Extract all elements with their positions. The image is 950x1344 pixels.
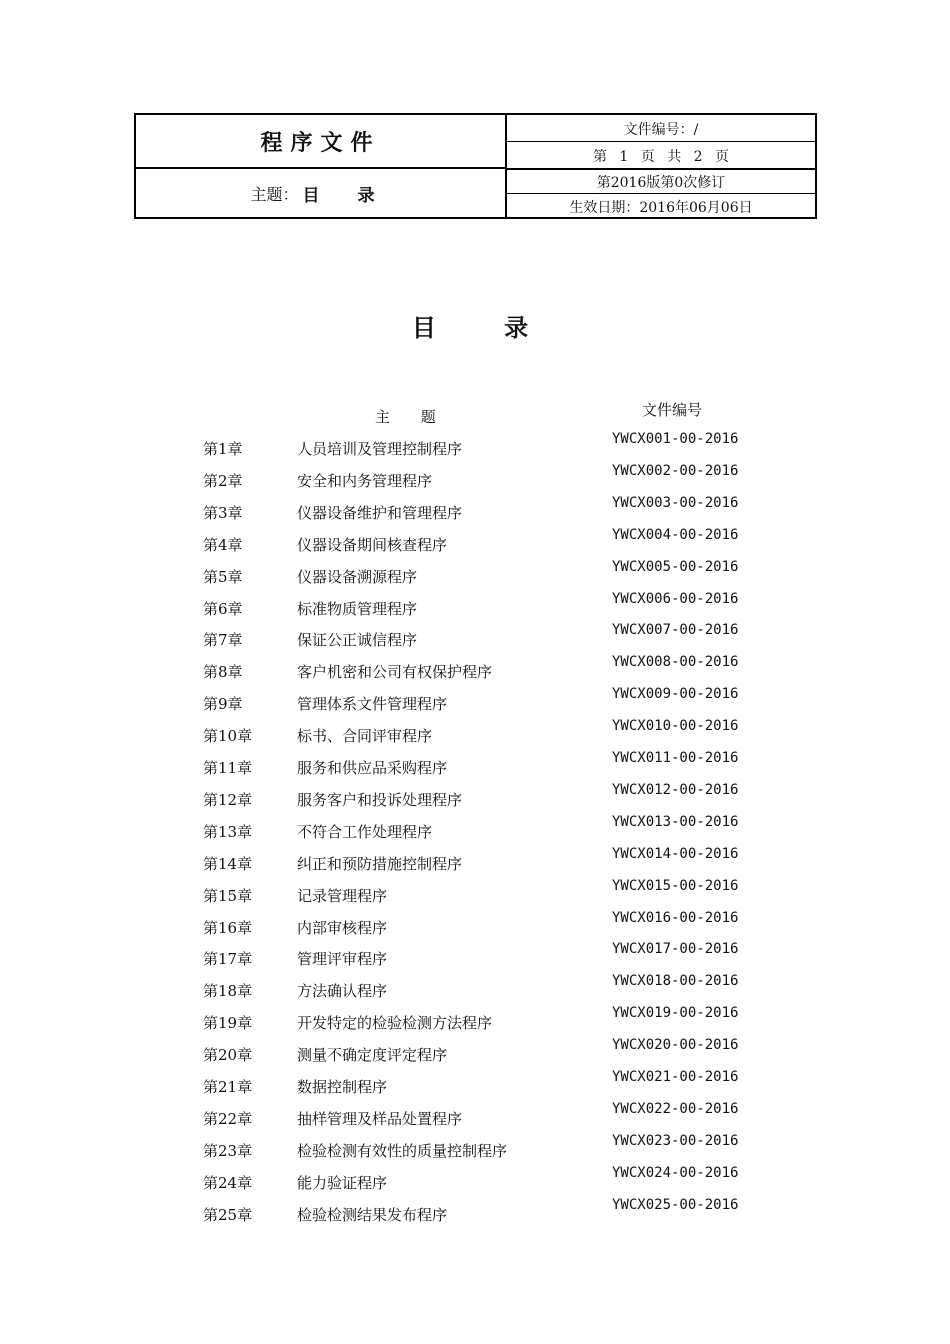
toc-row	[0, 718, 950, 757]
file-code: YWCX025-00-2016	[612, 1197, 739, 1213]
chapter-title: 仪器设备维护和管理程序	[297, 504, 463, 522]
chapter-number: 第7章	[203, 631, 243, 649]
chapter-title: 服务和供应品采购程序	[297, 759, 448, 777]
chapter-number: 第24章	[203, 1174, 253, 1192]
file-code: YWCX015-00-2016	[612, 878, 739, 894]
file-code: YWCX004-00-2016	[612, 527, 739, 543]
toc-row	[0, 910, 950, 949]
chapter-number: 第19章	[203, 1014, 253, 1032]
chapter-title: 数据控制程序	[297, 1078, 388, 1096]
chapter-number: 第20章	[203, 1046, 253, 1064]
file-code: YWCX010-00-2016	[612, 718, 739, 734]
toc-row	[0, 495, 950, 534]
chapter-number: 第8章	[203, 663, 243, 681]
chapter-title: 管理体系文件管理程序	[297, 695, 448, 713]
toc-row	[0, 846, 950, 885]
chapter-title: 开发特定的检验检测方法程序	[297, 1014, 493, 1032]
chapter-title: 内部审核程序	[297, 919, 388, 937]
file-code: YWCX014-00-2016	[612, 846, 739, 862]
chapter-number: 第12章	[203, 791, 253, 809]
chapter-title: 仪器设备期间核查程序	[297, 536, 448, 554]
column-header-code: 文件编号	[642, 401, 703, 419]
chapter-number: 第4章	[203, 536, 243, 554]
toc-row	[0, 1069, 950, 1108]
file-code: YWCX019-00-2016	[612, 1005, 739, 1021]
chapter-title: 能力验证程序	[297, 1174, 388, 1192]
toc-row	[0, 654, 950, 693]
toc-row	[0, 463, 950, 502]
file-code: YWCX020-00-2016	[612, 1037, 739, 1053]
subject-value: 目 录	[302, 186, 391, 206]
toc-row	[0, 782, 950, 821]
chapter-number: 第11章	[203, 759, 253, 777]
chapter-title: 纠正和预防措施控制程序	[297, 855, 463, 873]
toc-title: 目 录	[411, 313, 559, 342]
toc-row	[0, 1101, 950, 1140]
chapter-title: 标准物质管理程序	[297, 600, 418, 618]
file-code: YWCX016-00-2016	[612, 910, 739, 926]
toc-row	[0, 941, 950, 980]
chapter-title: 标书、合同评审程序	[297, 727, 433, 745]
file-code: YWCX003-00-2016	[612, 495, 739, 511]
chapter-number: 第6章	[203, 600, 243, 618]
chapter-number: 第21章	[203, 1078, 253, 1096]
file-code: YWCX018-00-2016	[612, 973, 739, 989]
file-code: YWCX006-00-2016	[612, 591, 739, 607]
chapter-number: 第13章	[203, 823, 253, 841]
toc-row	[0, 878, 950, 917]
file-code: YWCX011-00-2016	[612, 750, 739, 766]
chapter-number: 第5章	[203, 568, 243, 586]
file-code: YWCX017-00-2016	[612, 941, 739, 957]
chapter-title: 仪器设备溯源程序	[297, 568, 418, 586]
chapter-number: 第17章	[203, 950, 253, 968]
revision-info: 第2016版第0次修订	[596, 174, 726, 191]
chapter-number: 第18章	[203, 982, 253, 1000]
chapter-title: 不符合工作处理程序	[297, 823, 433, 841]
toc-row	[0, 1037, 950, 1076]
toc-row	[0, 1005, 950, 1044]
chapter-title: 服务客户和投诉处理程序	[297, 791, 463, 809]
file-code: YWCX022-00-2016	[612, 1101, 739, 1117]
chapter-title: 测量不确定度评定程序	[297, 1046, 448, 1064]
toc-row	[0, 431, 950, 470]
effective-date: 生效日期：2016年06月06日	[569, 199, 753, 216]
file-code: YWCX005-00-2016	[612, 559, 739, 575]
chapter-title: 安全和内务管理程序	[297, 472, 433, 490]
toc-row	[0, 622, 950, 661]
file-code: YWCX013-00-2016	[612, 814, 739, 830]
file-code: YWCX009-00-2016	[612, 686, 739, 702]
chapter-number: 第1章	[203, 440, 243, 458]
chapter-title: 检验检测结果发布程序	[297, 1206, 448, 1224]
chapter-title: 管理评审程序	[297, 950, 388, 968]
toc-row	[0, 1197, 950, 1236]
toc-row	[0, 973, 950, 1012]
page-info: 第 1 页 共 2 页	[592, 148, 730, 165]
chapter-title: 方法确认程序	[297, 982, 388, 1000]
file-code: YWCX021-00-2016	[612, 1069, 739, 1085]
file-code: YWCX007-00-2016	[612, 622, 739, 638]
chapter-number: 第23章	[203, 1142, 253, 1160]
toc-row	[0, 1165, 950, 1204]
toc-row	[0, 591, 950, 630]
chapter-title: 记录管理程序	[297, 887, 388, 905]
chapter-number: 第10章	[203, 727, 253, 745]
toc-row	[0, 750, 950, 789]
chapter-number: 第25章	[203, 1206, 253, 1224]
chapter-title: 抽样管理及样品处置程序	[297, 1110, 463, 1128]
chapter-number: 第3章	[203, 504, 243, 522]
chapter-title: 客户机密和公司有权保护程序	[297, 663, 493, 681]
chapter-number: 第9章	[203, 695, 243, 713]
chapter-title: 人员培训及管理控制程序	[297, 440, 463, 458]
doc-number: 文件编号：/	[623, 121, 699, 138]
file-code: YWCX024-00-2016	[612, 1165, 739, 1181]
chapter-number: 第16章	[203, 919, 253, 937]
chapter-title: 检验检测有效性的质量控制程序	[297, 1142, 508, 1160]
toc-row	[0, 1133, 950, 1172]
toc-row	[0, 686, 950, 725]
chapter-number: 第2章	[203, 472, 243, 490]
file-code: YWCX002-00-2016	[612, 463, 739, 479]
doc-type-title: 程序文件	[260, 130, 381, 156]
column-header-subject: 主 题	[375, 408, 436, 426]
chapter-number: 第15章	[203, 887, 253, 905]
subject-label: 主题：	[250, 185, 299, 204]
file-code: YWCX001-00-2016	[612, 431, 739, 447]
toc-row	[0, 527, 950, 566]
file-code: YWCX012-00-2016	[612, 782, 739, 798]
toc-row	[0, 559, 950, 598]
chapter-title: 保证公正诚信程序	[297, 631, 418, 649]
toc-row	[0, 814, 950, 853]
file-code: YWCX008-00-2016	[612, 654, 739, 670]
chapter-number: 第22章	[203, 1110, 253, 1128]
chapter-number: 第14章	[203, 855, 253, 873]
file-code: YWCX023-00-2016	[612, 1133, 739, 1149]
